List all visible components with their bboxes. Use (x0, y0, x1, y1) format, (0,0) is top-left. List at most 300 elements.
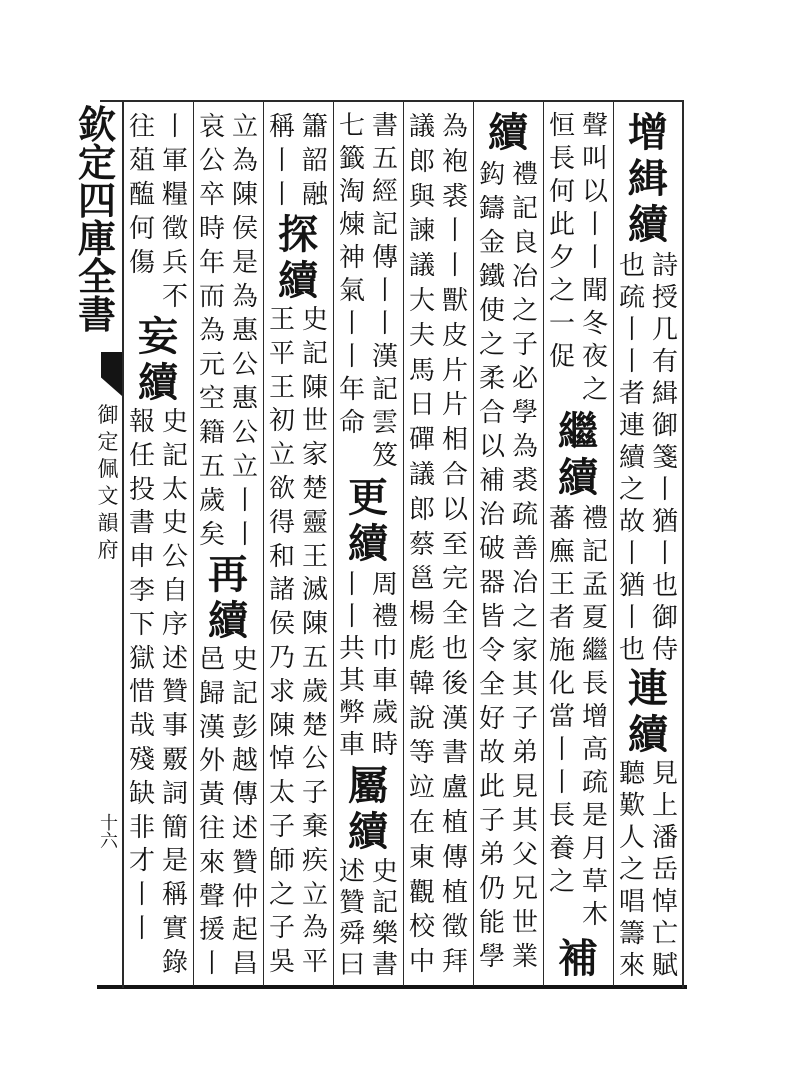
glyph: 說 (408, 703, 435, 734)
glyph: 東 (408, 842, 435, 873)
glyph: 續 (348, 520, 388, 567)
glyph: 有 (651, 347, 678, 377)
glyph: 丨 (161, 112, 188, 142)
glyph: 善 (511, 534, 538, 564)
glyph: 徵 (161, 214, 188, 244)
glyph: 年 (198, 248, 225, 278)
glyph: 植 (441, 807, 468, 838)
glyph: 記 (581, 537, 608, 567)
glyph: 郎 (408, 494, 435, 525)
glyph: 疏 (511, 500, 538, 530)
glyph: 車 (338, 730, 365, 760)
annotation-right-line (371, 569, 399, 761)
glyph: 欽 (77, 102, 116, 147)
glyph: 丨 (268, 180, 295, 210)
glyph: 書 (441, 738, 468, 769)
annotation-left-line (198, 644, 226, 982)
glyph: 乃 (268, 642, 295, 673)
glyph: 平 (268, 338, 295, 369)
glyph: 相 (441, 425, 468, 456)
headword (347, 763, 389, 855)
glyph: 丨 (618, 603, 645, 633)
glyph: 竝 (408, 773, 435, 804)
annotation-right-line (231, 110, 259, 552)
annotation-left-line (548, 503, 576, 899)
glyph: 黃 (198, 780, 225, 811)
glyph: 漢 (441, 703, 468, 734)
glyph: 也 (618, 635, 645, 665)
glyph: 平 (301, 947, 328, 978)
series-title (77, 102, 117, 337)
glyph: 史 (161, 407, 188, 437)
glyph: 丨 (441, 216, 468, 247)
glyph: 獄 (128, 643, 155, 674)
glyph: 得 (268, 507, 295, 538)
glyph: 何 (128, 214, 155, 244)
glyph: 陳 (268, 710, 295, 741)
glyph: 時 (371, 730, 398, 760)
glyph: 簡 (161, 812, 188, 843)
glyph: 能 (478, 908, 505, 938)
glyph: 往 (128, 112, 155, 142)
glyph: 徵 (441, 912, 468, 943)
glyph: 弟 (478, 840, 505, 870)
glyph: 完 (441, 564, 468, 595)
glyph: 立 (231, 452, 258, 482)
glyph: 經 (371, 177, 398, 207)
glyph: 郎 (408, 146, 435, 177)
glyph: 裘 (511, 466, 538, 496)
glyph: 夜 (581, 342, 608, 372)
glyph: 猶 (618, 571, 645, 601)
glyph: 述 (161, 643, 188, 674)
glyph: 世 (511, 908, 538, 938)
glyph: 更 (348, 474, 388, 521)
annotation-left-line (198, 110, 226, 552)
glyph: 中 (408, 947, 435, 978)
glyph: 探 (278, 211, 318, 258)
glyph: 當 (548, 702, 575, 732)
glyph: 吳 (268, 947, 295, 978)
headword (557, 936, 599, 982)
glyph: 其 (338, 666, 365, 696)
glyph: 空 (198, 384, 225, 414)
glyph: 韻 (97, 511, 119, 535)
glyph: 棄 (301, 811, 328, 842)
glyph: 箋 (651, 443, 678, 473)
glyph: 磾 (408, 425, 435, 456)
glyph: 盧 (441, 773, 468, 804)
annotation-left-line (338, 569, 366, 761)
glyph: 為 (231, 146, 258, 176)
glyph: 授 (651, 283, 678, 313)
glyph: 皮 (441, 320, 468, 351)
glyph: 人 (618, 823, 645, 853)
text-column-6 (263, 0, 333, 1089)
glyph: 丨 (548, 735, 575, 765)
glyph: 弊 (338, 698, 365, 728)
glyph: 車 (371, 666, 398, 696)
glyph: 丨 (128, 913, 155, 944)
glyph: 書 (371, 950, 398, 980)
text-column-8 (123, 0, 193, 1089)
glyph: 子 (511, 330, 538, 360)
glyph: 柔 (478, 364, 505, 394)
glyph: 覈 (161, 744, 188, 775)
glyph: 之 (618, 855, 645, 885)
glyph: 使 (478, 296, 505, 326)
glyph: 冶 (511, 262, 538, 292)
glyph: 傳 (231, 780, 258, 811)
glyph: 禮 (511, 160, 538, 190)
glyph: 是 (231, 248, 258, 278)
annotation-left-line (268, 304, 296, 980)
glyph: 高 (581, 735, 608, 765)
glyph: 夏 (581, 603, 608, 633)
glyph: 議 (408, 459, 435, 490)
glyph: 傳 (441, 842, 468, 873)
glyph: 丨 (371, 309, 398, 339)
glyph: 公 (301, 744, 328, 775)
glyph: 史 (161, 508, 188, 539)
glyph: 草 (581, 867, 608, 897)
glyph: 往 (198, 813, 225, 844)
glyph: 記 (511, 194, 538, 224)
glyph: 日 (408, 390, 435, 421)
glyph: 述 (338, 857, 365, 887)
glyph: 簫 (301, 112, 328, 142)
glyph: 來 (198, 847, 225, 878)
glyph: 仲 (231, 881, 258, 912)
glyph: 笈 (371, 441, 398, 471)
glyph: 邑 (198, 645, 225, 675)
glyph: 緝 (651, 379, 678, 409)
annotation-right-line (441, 110, 469, 980)
glyph: 越 (231, 746, 258, 777)
annotation-left-line (128, 110, 156, 280)
glyph: 丨 (198, 949, 225, 980)
glyph: 仍 (478, 874, 505, 904)
glyph: 孟 (581, 570, 608, 600)
glyph: 廡 (548, 537, 575, 567)
glyph: 此 (478, 772, 505, 802)
glyph: 續 (138, 359, 178, 406)
glyph: 金 (478, 228, 505, 258)
glyph: 家 (511, 636, 538, 666)
glyph: 為 (301, 913, 328, 944)
glyph: 聽 (618, 759, 645, 789)
annotation-left-line (268, 110, 296, 212)
glyph: 李 (128, 575, 155, 606)
glyph: 夕 (548, 243, 575, 273)
glyph: 疏 (581, 768, 608, 798)
glyph: 歲 (198, 486, 225, 516)
glyph: 者 (618, 379, 645, 409)
glyph: 校 (408, 912, 435, 943)
glyph: 獸 (441, 285, 468, 316)
glyph: 神 (338, 243, 365, 273)
glyph: 記 (371, 888, 398, 918)
glyph: 丨 (231, 486, 258, 516)
glyph: 楚 (301, 710, 328, 741)
text-column-2 (543, 0, 613, 1089)
glyph: 五 (371, 144, 398, 174)
glyph: 殘 (128, 744, 155, 775)
glyph: 丨 (581, 243, 608, 273)
glyph: 父 (511, 840, 538, 870)
glyph: 陳 (301, 372, 328, 403)
glyph: 諫 (408, 216, 435, 247)
glyph: 王 (548, 570, 575, 600)
glyph: 立 (231, 112, 258, 142)
glyph: 木 (581, 900, 608, 930)
glyph: 拜 (441, 947, 468, 978)
glyph: 贊 (338, 888, 365, 918)
glyph: 糧 (161, 180, 188, 210)
headword (627, 666, 669, 758)
annotation-right-line (161, 406, 189, 981)
glyph: 卒 (198, 180, 225, 210)
annotation-right-line (371, 110, 399, 473)
glyph: 施 (548, 636, 575, 666)
glyph: 片 (441, 390, 468, 421)
glyph: 治 (478, 500, 505, 530)
glyph: 師 (268, 845, 295, 876)
annotation-right-line (161, 110, 189, 314)
glyph: 欲 (268, 473, 295, 504)
glyph: 府 (97, 538, 119, 562)
glyph: 文 (97, 484, 119, 508)
glyph: 續 (618, 443, 645, 473)
annotation-left-line (128, 406, 156, 947)
glyph: 樂 (371, 919, 398, 949)
glyph: 陳 (231, 180, 258, 210)
fish-tail-mark (101, 352, 122, 396)
glyph: 兄 (511, 874, 538, 904)
glyph: 曰 (338, 950, 365, 980)
glyph: 之 (548, 276, 575, 306)
glyph: 破 (478, 534, 505, 564)
glyph: 子 (268, 913, 295, 944)
glyph: 長 (548, 801, 575, 831)
glyph: 彪 (408, 633, 435, 664)
glyph: 陳 (301, 609, 328, 640)
glyph: 公 (231, 418, 258, 448)
glyph: 妄 (138, 313, 178, 360)
glyph: 而 (198, 282, 225, 312)
glyph: 序 (161, 609, 188, 640)
glyph: 惠 (231, 384, 258, 414)
glyph: 兵 (161, 248, 188, 278)
glyph: 舜 (338, 919, 365, 949)
glyph: 其 (511, 806, 538, 836)
glyph: 述 (231, 813, 258, 844)
glyph: 在 (408, 807, 435, 838)
glyph: 侍 (651, 635, 678, 665)
glyph: 錄 (161, 947, 188, 978)
glyph: 其 (511, 670, 538, 700)
glyph: 之 (268, 879, 295, 910)
glyph: 惜 (128, 677, 155, 708)
glyph: 潘 (651, 823, 678, 853)
glyph: 此 (548, 210, 575, 240)
annotation-right-line (371, 857, 399, 981)
glyph: 養 (548, 834, 575, 864)
glyph: 丨 (581, 210, 608, 240)
annotation-left-line (618, 758, 646, 982)
glyph: 以 (581, 177, 608, 207)
glyph: 記 (371, 375, 398, 405)
glyph: 叫 (581, 144, 608, 174)
text-column-3 (473, 0, 543, 1089)
annotation-left-line (548, 110, 576, 374)
glyph: 諸 (268, 575, 295, 606)
annotation-right-line (581, 503, 609, 932)
glyph: 几 (651, 315, 678, 345)
text-column-7 (193, 0, 263, 1089)
glyph: 子 (301, 778, 328, 809)
glyph: 丨 (338, 570, 365, 600)
glyph: 定 (97, 430, 119, 454)
glyph: 合 (478, 398, 505, 428)
glyph: 記 (161, 440, 188, 471)
annotation-right-line (581, 110, 609, 407)
glyph: 必 (511, 364, 538, 394)
glyph: 融 (301, 180, 328, 210)
glyph: 立 (268, 440, 295, 471)
glyph: 夫 (408, 320, 435, 351)
glyph: 丨 (338, 602, 365, 632)
glyph: 歎 (618, 791, 645, 821)
glyph: 書 (128, 508, 155, 539)
annotation-left-line (408, 110, 436, 980)
annotation-right-line (651, 250, 679, 666)
glyph: 書 (371, 111, 398, 141)
annotation-right-line (301, 304, 329, 980)
glyph: 丨 (441, 251, 468, 282)
glyph: 靈 (301, 507, 328, 538)
glyph: 子 (511, 704, 538, 734)
glyph: 侯 (231, 214, 258, 244)
glyph: 故 (478, 738, 505, 768)
glyph: 續 (558, 454, 598, 501)
glyph: 滅 (301, 575, 328, 606)
glyph: 歸 (198, 678, 225, 709)
glyph: 立 (301, 879, 328, 910)
glyph: 楊 (408, 599, 435, 630)
glyph: 御 (651, 603, 678, 633)
glyph: 袍 (441, 146, 468, 177)
annotation-right-line (511, 158, 539, 974)
glyph: 御 (651, 411, 678, 441)
glyph: 記 (231, 678, 258, 709)
glyph: 唱 (618, 887, 645, 917)
glyph: 為 (441, 112, 468, 142)
glyph: 學 (511, 398, 538, 428)
glyph: 之 (478, 330, 505, 360)
glyph: 年 (338, 375, 365, 405)
glyph: 上 (651, 791, 678, 821)
headword (487, 110, 529, 156)
glyph: 丨 (231, 520, 258, 550)
glyph: 太 (268, 778, 295, 809)
glyph: 起 (231, 915, 258, 946)
glyph: 聲 (581, 111, 608, 141)
glyph: 庫 (77, 216, 116, 261)
glyph: 時 (198, 214, 225, 244)
glyph: 漢 (198, 712, 225, 743)
glyph: 丨 (618, 347, 645, 377)
glyph: 丨 (618, 539, 645, 569)
glyph: 續 (278, 257, 318, 304)
glyph: 岳 (651, 855, 678, 885)
glyph: 禮 (581, 504, 608, 534)
glyph: 學 (478, 942, 505, 972)
glyph: 四 (77, 178, 116, 223)
glyph: 定 (77, 140, 116, 185)
headword (137, 314, 179, 406)
glyph: 和 (268, 541, 295, 572)
glyph: 是 (161, 846, 188, 877)
glyph: 矣 (198, 520, 225, 550)
glyph: 補 (478, 466, 505, 496)
text-column-1 (613, 0, 683, 1089)
glyph: 籌 (618, 919, 645, 949)
annotation-left-line (478, 158, 506, 974)
headword (557, 409, 599, 501)
glyph: 漢 (371, 342, 398, 372)
glyph: 悼 (651, 887, 678, 917)
glyph: 全 (77, 254, 116, 299)
glyph: 丨 (338, 342, 365, 372)
glyph: 才 (128, 846, 155, 877)
glyph: 稱 (268, 112, 295, 142)
text-column-5 (333, 0, 403, 1089)
glyph: 之 (511, 296, 538, 326)
page-number (99, 815, 119, 851)
glyph: 植 (441, 877, 468, 908)
headword (347, 475, 389, 567)
glyph: 籤 (338, 144, 365, 174)
glyph: 缺 (128, 778, 155, 809)
glyph: 哉 (128, 711, 155, 742)
annotation-left-line (338, 857, 366, 981)
glyph: 煉 (338, 210, 365, 240)
glyph: 公 (198, 146, 225, 176)
glyph: 詞 (161, 778, 188, 809)
annotation-left-line (338, 110, 366, 440)
glyph: 下 (128, 609, 155, 640)
glyph: 續 (628, 711, 668, 758)
glyph: 後 (441, 668, 468, 699)
text-column-4 (403, 0, 473, 1089)
glyph: 七 (338, 111, 365, 141)
glyph: 歲 (371, 698, 398, 728)
glyph: 丨 (128, 880, 155, 911)
glyph: 一 (548, 309, 575, 339)
glyph: 續 (628, 201, 668, 248)
glyph: 何 (548, 177, 575, 207)
glyph: 大 (408, 285, 435, 316)
glyph: 侯 (268, 609, 295, 640)
glyph: 之 (548, 867, 575, 897)
glyph: 以 (478, 432, 505, 462)
glyph: 公 (161, 542, 188, 573)
glyph: 至 (441, 529, 468, 560)
glyph: 增 (628, 109, 668, 156)
glyph: 長 (548, 144, 575, 174)
glyph: 丨 (651, 475, 678, 505)
